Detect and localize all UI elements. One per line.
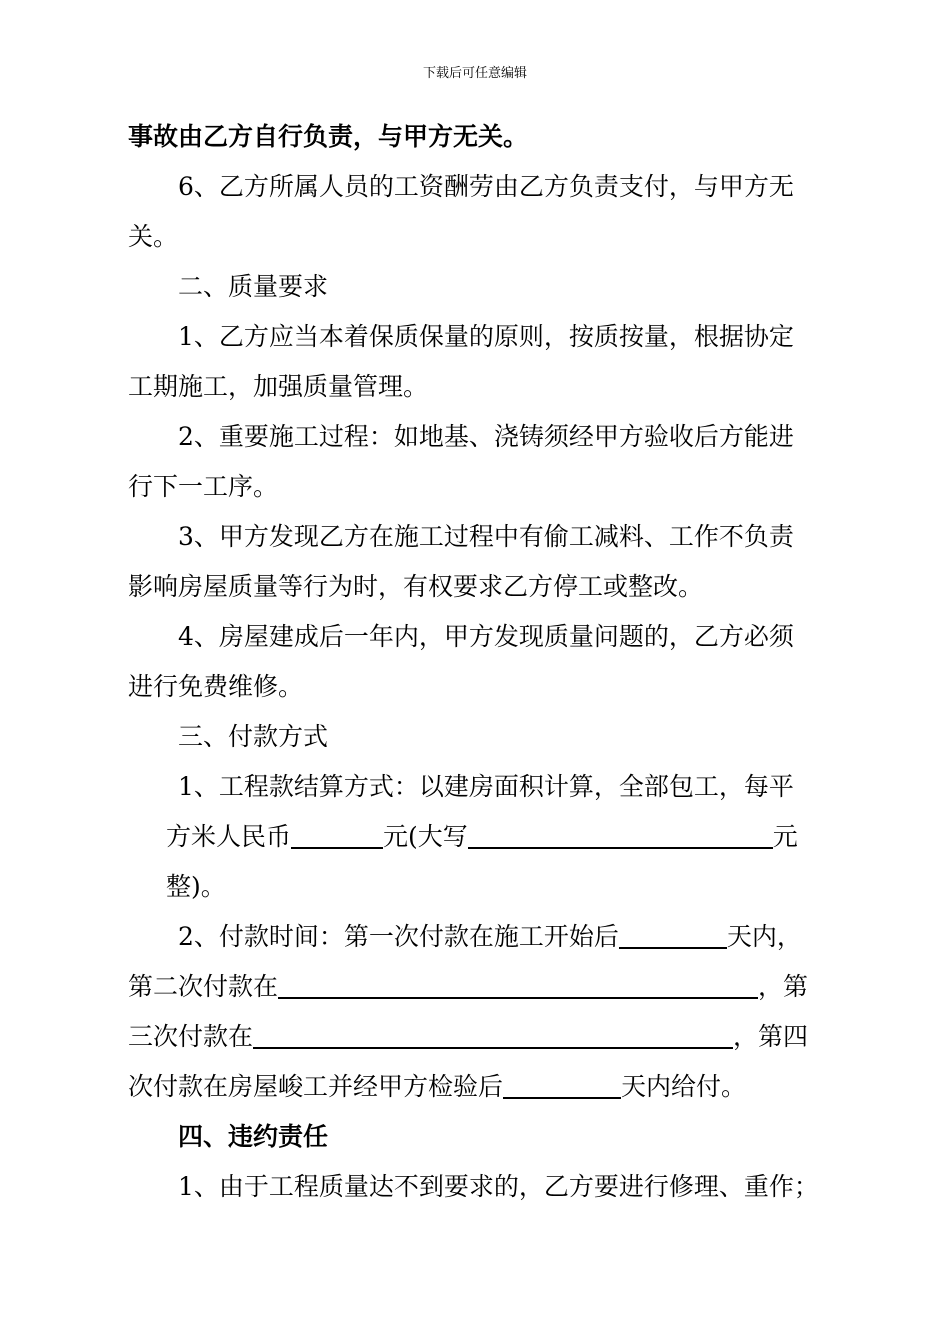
- paragraph-line: 关。: [128, 222, 179, 251]
- paragraph-line: 进行免费维修。: [128, 672, 304, 701]
- section-heading: 三、付款方式: [178, 722, 329, 751]
- paragraph-line: 4、房屋建成后一年内，甲方发现质量问题的，乙方必须: [178, 622, 794, 651]
- section-heading: 二、质量要求: [178, 272, 329, 301]
- paragraph-line: 影响房屋质量等行为时，有权要求乙方停工或整改。: [128, 572, 704, 601]
- page-header: 下载后可任意编辑: [422, 66, 527, 81]
- line-text: 元: [772, 822, 798, 851]
- line-text: 天内，: [726, 922, 802, 951]
- line-text: ，第: [758, 972, 809, 1001]
- line-text: 天内给付。: [621, 1072, 747, 1101]
- fill-blank: [619, 927, 727, 949]
- payment-time-line: [128, 1072, 746, 1102]
- paragraph-line: 6、乙方所属人员的工资酬劳由乙方负责支付，与甲方无: [178, 172, 794, 201]
- paragraph-line: 1、乙方应当本着保质保量的原则，按质按量，根据协定: [178, 322, 794, 351]
- fill-blank: [253, 1027, 733, 1049]
- fill-blank: [278, 977, 758, 999]
- section-heading: 四、违约责任: [178, 1122, 329, 1151]
- payment-time-line: [128, 1022, 808, 1052]
- line-text: ，第四: [733, 1022, 809, 1051]
- line-text: 方米人民币: [166, 822, 292, 851]
- fill-blank: [468, 827, 773, 849]
- paragraph-line: 整)。: [166, 872, 226, 901]
- payment-rate-line: [166, 822, 798, 852]
- payment-time-line: [178, 922, 802, 952]
- line-text: 2、付款时间：第一次付款在施工开始后: [178, 922, 619, 951]
- line-text: 第二次付款在: [128, 972, 279, 1001]
- line-text: 次付款在房屋峻工并经甲方检验后: [128, 1072, 504, 1101]
- line-text: 三次付款在: [128, 1022, 254, 1051]
- paragraph-line: 3、甲方发现乙方在施工过程中有偷工减料、工作不负责: [178, 522, 794, 551]
- fill-blank: [291, 827, 383, 849]
- paragraph-line: 1、由于工程质量达不到要求的，乙方要进行修理、重作；: [178, 1172, 819, 1201]
- paragraph-line: 2、重要施工过程：如地基、浇铸须经甲方验收后方能进: [178, 422, 794, 451]
- paragraph-line: 事故由乙方自行负责，与甲方无关。: [128, 122, 529, 151]
- paragraph-line: 工期施工，加强质量管理。: [128, 372, 429, 401]
- line-text: 元(大写: [383, 822, 468, 851]
- paragraph-line: 1、工程款结算方式：以建房面积计算，全部包工，每平: [178, 772, 794, 801]
- fill-blank: [503, 1077, 621, 1099]
- payment-time-line: [128, 972, 808, 1002]
- paragraph-line: 行下一工序。: [128, 472, 279, 501]
